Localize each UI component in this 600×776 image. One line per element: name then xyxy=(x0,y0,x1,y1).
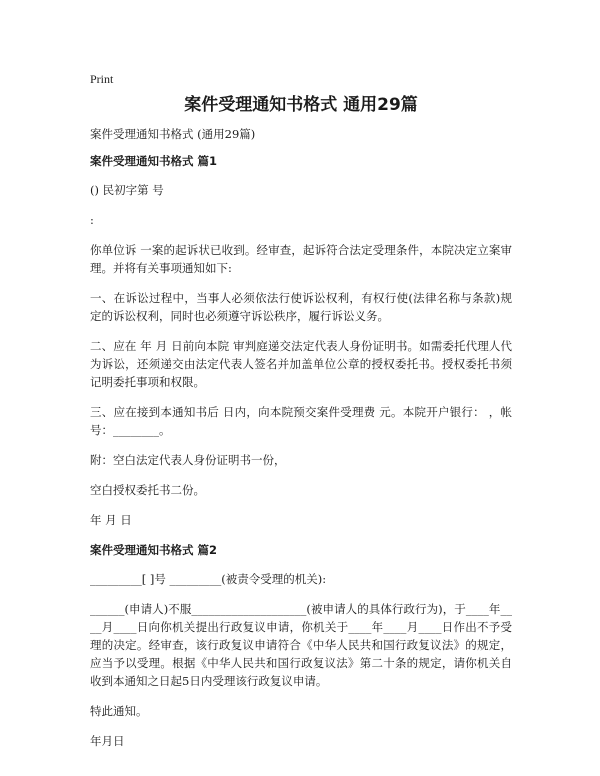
section-1-heading: 案件受理通知书格式 篇1 xyxy=(90,154,218,168)
document-title: 案件受理通知书格式 通用29篇 xyxy=(184,95,418,115)
item-1-paragraph: 一、在诉讼过程中，当事人必须依法行使诉讼权利，有权行使(法律名称与条款)规定的诉讼权利，同时也必须遵守诉讼秩序，履行诉讼义务。 xyxy=(90,291,512,323)
section-2 xyxy=(90,541,512,750)
closing-line: 特此通知。 xyxy=(90,704,148,718)
section-1 xyxy=(90,152,512,529)
attachment-1: 附：空白法定代表人身份证明书一份， xyxy=(90,453,286,467)
intro-paragraph: 你单位诉 一案的起诉状已收到。经审查，起诉符合法定受理条件，本院决定立案审理。并将有关事项通知如下: xyxy=(90,243,512,275)
document-subtitle: 案件受理通知书格式 (通用29篇) xyxy=(90,127,256,141)
item-2-paragraph: 二、应在 年 月 日前向本院 审判庭递交法定代表人身份证明书。如需委托代理人代为诉讼，还须递交由法定代表人签名并加盖单位公章的授权委托书。授权委托书须记明委托事项和权限。 xyxy=(90,339,512,389)
section-2-heading: 案件受理通知书格式 篇2 xyxy=(90,543,218,557)
doc-number-line: _________[ ]号 _________(被责令受理的机关): xyxy=(90,572,327,586)
section-1-date: 年 月 日 xyxy=(90,513,132,527)
section-2-body: ______(申请人)不服____________________(被申请人的具体行政行为)，于____年____月____日向你机关提出行政复议申请，你机关于____年____月____日作出不予受理的决定。经审查，该行政复议申请符合《中华人民共和国行政复议法》的规定，应当予以受理。根据《中华人民共和国行政复议法》第二十条的规定，请你机关自收到本通知之日起5日内受理该行政复议申请。 xyxy=(90,602,512,688)
item-3-paragraph: 三、应在接到本通知书后 日内，向本院预交案件受理费 元。本院开户银行： ，帐号：________。 xyxy=(90,405,512,437)
case-number: () 民初字第 号 xyxy=(90,183,164,197)
document-page xyxy=(90,71,512,762)
attachment-2: 空白授权委托书二份。 xyxy=(90,483,205,497)
section-2-date: 年月日 xyxy=(90,734,125,748)
addressee: : xyxy=(90,213,94,227)
print-label: Print xyxy=(90,72,114,86)
